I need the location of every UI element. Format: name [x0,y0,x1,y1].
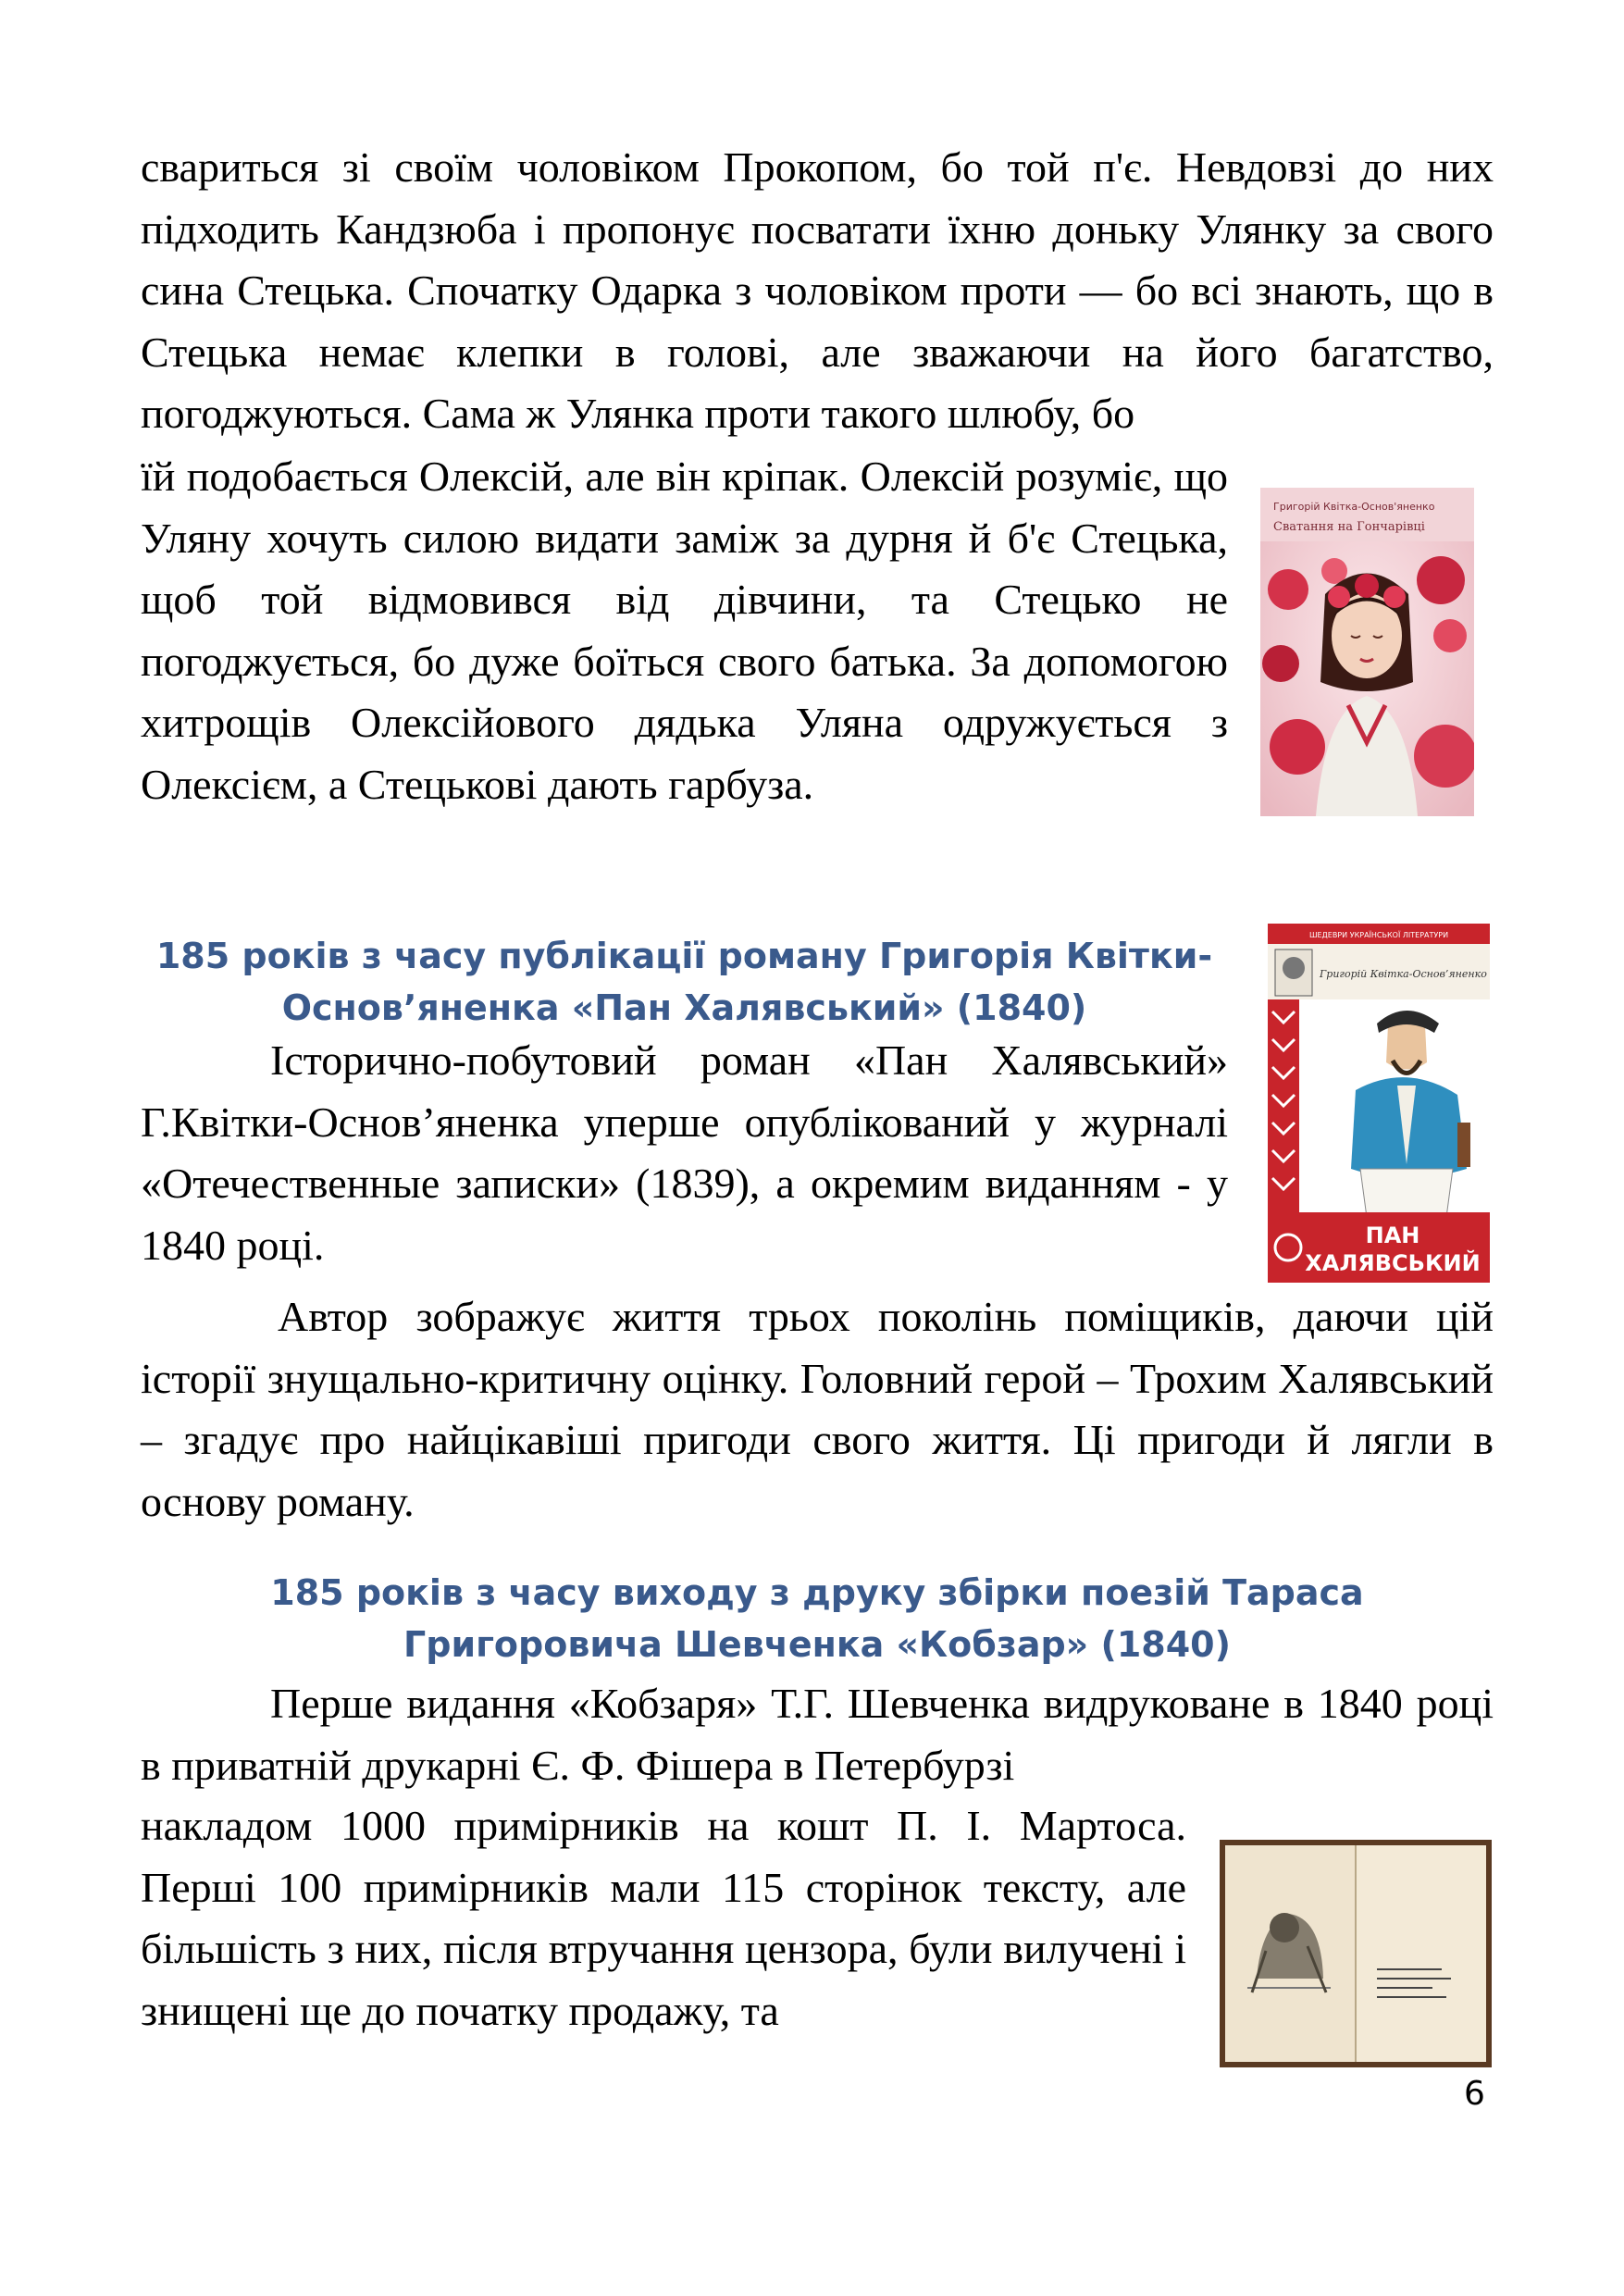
paragraph-kobzar-copies: накладом 1000 примірників на кошт П. І. Мартоса. Перші 100 примірників мали 115 сторінок тексту, але більшість з них, після втручання цензора, були вилучені і знищені ще до початку продажу, та [141,1802,1186,2034]
book2-author: Григорій Квітка-Основ’яненко [1320,968,1487,980]
page-number: 6 [1464,2075,1485,2113]
kobzar-first-edition-photo [1220,1840,1492,2067]
book-cover-svatannia [1260,488,1474,816]
heading-pan-khaliavskyi: 185 років з часу публікації роману Григорія Квітки-Основ’яненка «Пан Халявський» (1840) [155,936,1213,1028]
book2-series: ШЕДЕВРИ УКРАЇНСЬКОЇ ЛІТЕРАТУРИ [1308,931,1449,939]
paragraph-plot-part1: свариться зі своїм чоловіком Прокопом, бо той п'є. Невдовзі до них підходить Кандзюба і пропонує посватати їхню доньку Улянку за свого сина Стецька. Спочатку Одарка з чоловіком проти — бо всі знають, що в Стецька немає клепки в голові, але зважаючи на його багатство, погоджуються. Сама ж Улянка проти такого шлюбу, бо [141,143,1494,437]
book2-title-line2: ХАЛЯВСЬКИЙ [1305,1250,1481,1276]
book2-title-line1: ПАН [1365,1222,1420,1248]
paragraph-plot-part2: їй подобається Олексій, але він кріпак. Олексій розуміє, що Уляну хочуть силою видати заміж за дурня й б'є Стецька, щоб той відмовився від дівчини, та Стецько не погоджується, бо дуже боїться свого батька. За допомогою хитрощів Олексійового дядька Уляна одружується з Олексієм, а Стецькові дають гарбуза. [141,453,1228,808]
paragraph-novel-publication: Історично-побутовий роман «Пан Халявський» Г.Квітки-Основ’яненка уперше опублікований у журналі «Отечественные записки» (1839), а окремим виданням - у 1840 році. [141,1036,1228,1269]
book1-title: Сватання на Гончарівці [1273,520,1425,534]
paragraph-kobzar-edition: Перше видання «Кобзаря» Т.Г. Шевченка видруковане в 1840 році в приватній друкарні Є. Ф. Фішера в Петербурзі [141,1680,1494,1789]
paragraph-novel-description: Автор зображує життя трьох поколінь поміщиків, даючи цій історії знущально-критичну оцінку. Головний герой – Трохим Халявський – згадує про найцікавіші пригоди свого життя. Ці пригоди й лягли в основу роману. [141,1293,1494,1525]
book1-author: Григорій Квітка-Основ'яненко [1273,501,1435,513]
heading-kobzar: 185 років з часу виходу з друку збірки поезій Тараса Григоровича Шевченка «Кобзар» (1840) [270,1572,1364,1665]
book-cover-pan-khaliavskyi [1268,924,1490,1283]
